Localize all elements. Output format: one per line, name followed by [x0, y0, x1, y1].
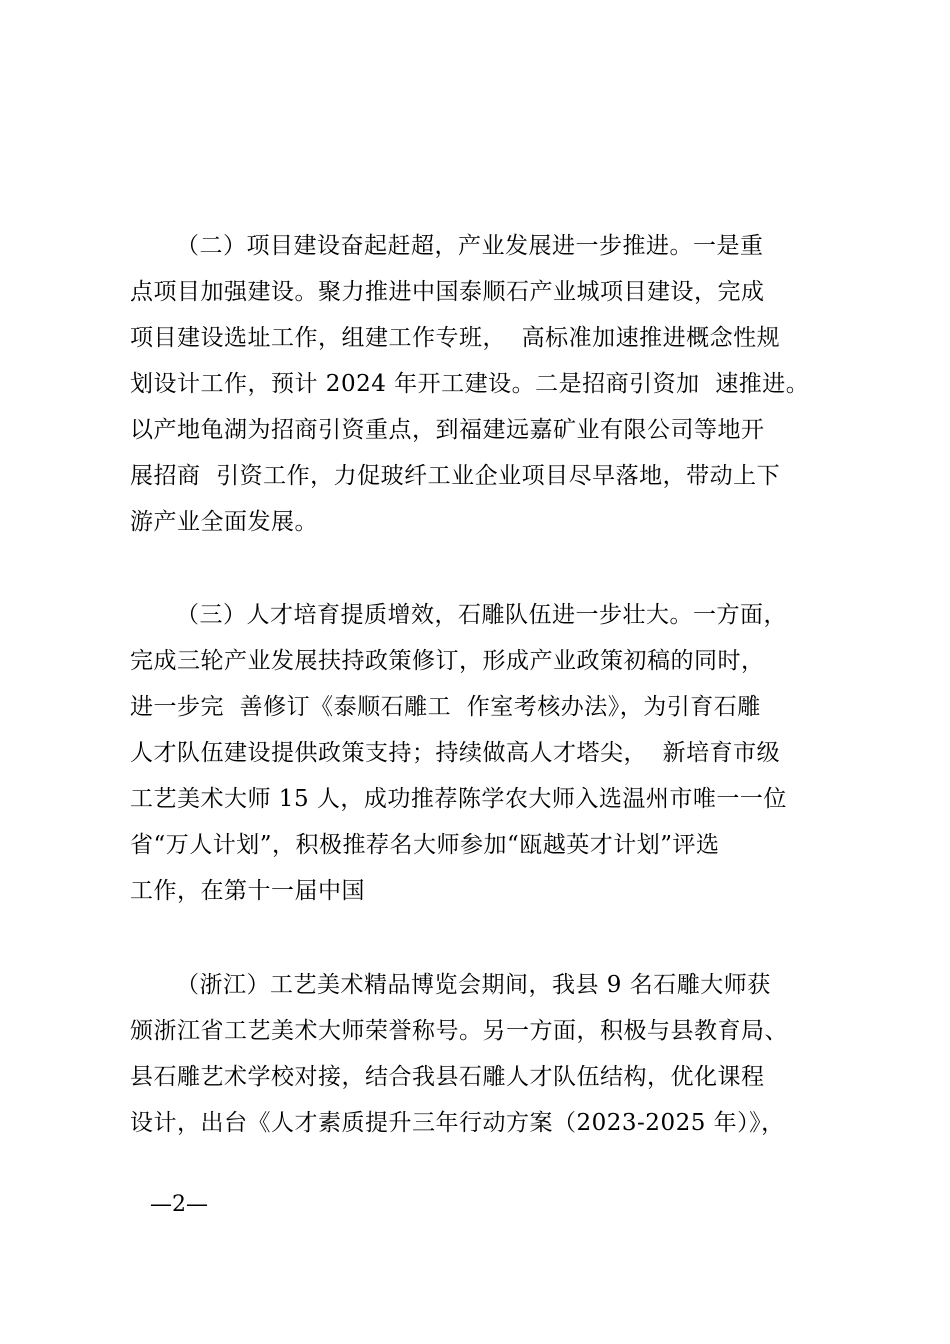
- paragraph-zhejiang-expo: [130, 962, 850, 1146]
- text-line: （二）项目建设奋起赶超，产业发展进一步推进。一是重: [176, 233, 764, 259]
- paragraph-talent-cultivation: [130, 592, 850, 914]
- text-line: 划设计工作，预计 2024 年开工建设。二是招商引资加 速推进。: [130, 371, 810, 397]
- text-line: 县石雕艺术学校对接，结合我县石雕人才队伍结构，优化课程: [130, 1064, 765, 1090]
- text-line: 人才队伍建设提供政策支持；持续做高人才塔尖， 新培育市级: [130, 740, 781, 766]
- text-line: 工艺美术大师 15 人，成功推荐陈学农大师入选温州市唯一一位: [130, 786, 787, 812]
- text-line: 展招商 引资工作，力促玻纤工业企业项目尽早落地，带动上下: [130, 463, 781, 489]
- text-line: （浙江）工艺美术精品博览会期间，我县 9 名石雕大师获: [176, 972, 771, 998]
- text-line: 完成三轮产业发展扶持政策修订，形成产业政策初稿的同时，: [130, 648, 765, 674]
- text-line: 省“万人计划”，积极推荐名大师参加“瓯越英才计划”评选: [130, 832, 720, 858]
- paragraph-project-construction: [130, 223, 850, 545]
- text-line: （三）人才培育提质增效，石雕队伍进一步壮大。一方面，: [176, 602, 787, 628]
- text-line: 游产业全面发展。: [130, 509, 318, 535]
- text-line: 工作，在第十一届中国: [130, 878, 365, 904]
- text-line: 项目建设选址工作，组建工作专班， 高标准加速推进概念性规: [130, 325, 781, 351]
- text-line: 点项目加强建设。聚力推进中国泰顺石产业城项目建设，完成: [130, 279, 765, 305]
- text-line: 设计，出台《人才素质提升三年行动方案（2023-2025 年）》，: [130, 1110, 785, 1136]
- page-number: —2—: [150, 1192, 208, 1217]
- text-line: 进一步完 善修订《泰顺石雕工 作室考核办法》，为引育石雕: [130, 694, 761, 720]
- text-line: 以产地龟湖为招商引资重点，到福建远嘉矿业有限公司等地开: [130, 417, 765, 443]
- text-line: 颁浙江省工艺美术大师荣誉称号。另一方面，积极与县教育局、: [130, 1018, 788, 1044]
